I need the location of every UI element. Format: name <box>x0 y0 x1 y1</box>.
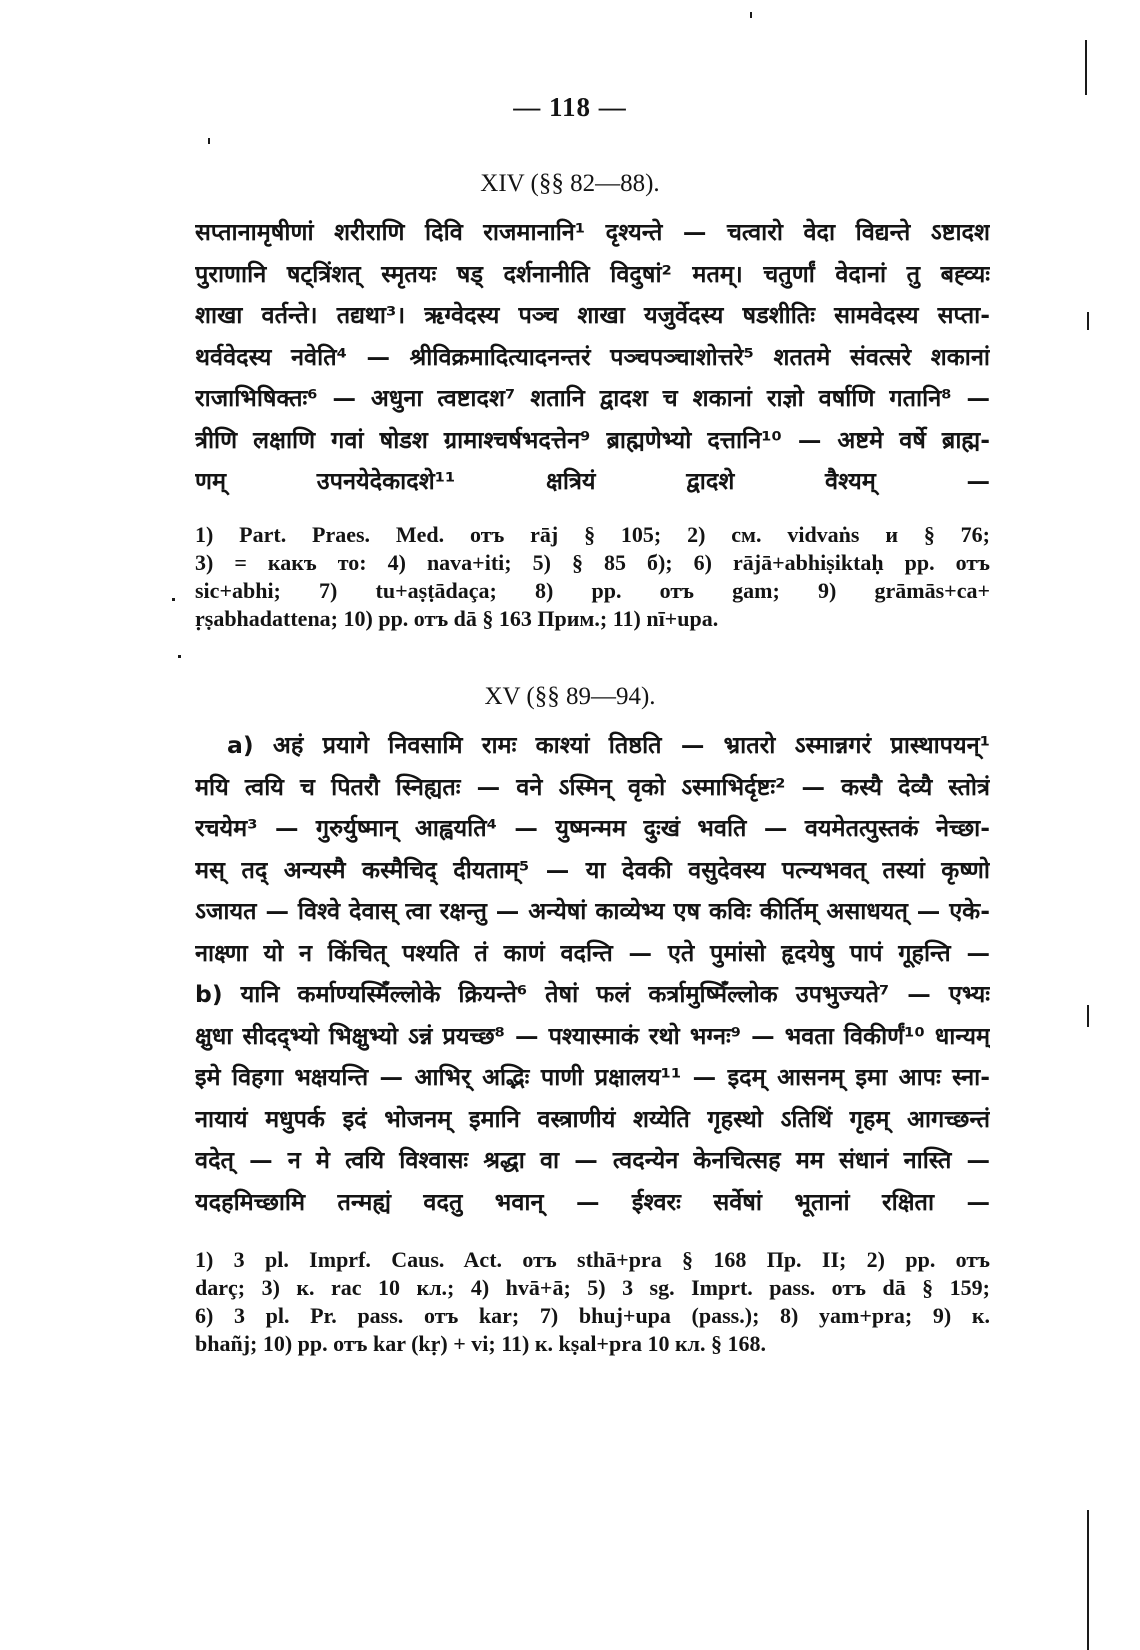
footnotes-xiv <box>195 521 990 633</box>
text-line: नायायं मधुपर्क इदं भोजनम् इमानि वस्त्राणीयं शय्येति गृहस्थो ऽतिथिं गृहम् आगच्छन्तं <box>195 1104 990 1133</box>
sanskrit-text-xiv <box>195 212 990 503</box>
text-line: b) यानि कर्माण्यस्मिँल्लोके क्रियन्ते⁶ तेषां फलं कर्त्रामुष्मिँल्लोक उपभुज्यते⁷ — एभ्यः <box>195 980 990 1008</box>
text-line: इमे विहगा भक्षयन्ति — आभिर् अद्भिः पाणी प्रक्षालय¹¹ — इदम् आसनम् इमा आपः स्ना- <box>195 1063 990 1091</box>
text-line: मयि त्वयि च पितरौ स्निह्यतः — वने ऽस्मिन् वृको ऽस्माभिर्दृष्टः² — कस्यै देव्यै स्तोत्रं <box>195 772 990 801</box>
text-line: सप्तानामृषीणां शरीराणि दिवि राजमानानि¹ दृश्यन्ते — चत्वारो वेदा विद्यन्ते ऽष्टादश <box>195 218 990 246</box>
text-line: रचयेम³ — गुरुर्युष्मान् आह्वयति⁴ — युष्मन्मम दुःखं भवति — वयमेतत्पुस्तकं नेच्छा- <box>195 814 990 842</box>
scan-dot <box>208 138 210 144</box>
scan-edge-mark <box>1087 312 1089 330</box>
scan-edge-mark <box>1085 40 1087 95</box>
footnotes-xv <box>195 1246 990 1358</box>
scan-dot <box>178 655 181 658</box>
text-line: त्रीणि लक्षाणि गवां षोडश ग्रामाश्चर्षभदत्तेन⁹ ब्राह्मणेभ्यो दत्तानि¹⁰ — अष्टमे वर्षे ब्राह्म- <box>195 425 990 454</box>
footnote-line: darç; 3) к. rac 10 кл.; 4) hvā+ā; 5) 3 sg. Imprt. pass. отъ dā § 159; <box>195 1275 990 1300</box>
text-line: थर्ववेदस्य नवेति⁴ — श्रीविक्रमादित्यादनन्तरं पञ्चपञ्चाशोत्तरे⁵ शततमे संवत्सरे शकानां <box>195 342 990 371</box>
text-line: राजाभिषिक्तः⁶ — अधुना त्वष्टादश⁷ शतानि द्वादश च शकानां राज्ञो वर्षाणि गतानि⁸ — <box>195 384 990 412</box>
text-line: क्षुधा सीदद्भ्यो भिक्षुभ्यो ऽन्नं प्रयच्छ⁸ — पश्यास्माकं रथो भग्नः⁹ — भवता विकीर्णं¹⁰ धान्यम् <box>195 1021 990 1050</box>
footnote-line: ṛṣabhadattena; 10) pp. отъ dā § 163 Прим.; 11) nī+upa. <box>195 606 719 631</box>
section-heading-xiv: XIV (§§ 82—88). <box>480 170 660 197</box>
scan-edge-mark <box>1087 1005 1089 1027</box>
text-line: मस् तद् अन्यस्मै कस्मैचिद् दीयताम्⁵ — या देवकी वसुदेवस्य पत्न्यभवत् तस्यां कृष्णो <box>195 855 990 884</box>
section-heading-xv: XV (§§ 89—94). <box>484 683 656 710</box>
footnote-line: 1) 3 pl. Imprf. Caus. Act. отъ sthā+pra § 168 Пр. II; 2) pp. отъ <box>195 1247 990 1272</box>
scan-dot <box>750 12 752 18</box>
text-line: वदेत् — न मे त्वयि विश्वासः श्रद्धा वा — त्वदन्येन केनचित्सह मम संधानं नास्ति — <box>195 1146 990 1174</box>
text-line: पुराणानि षट्त्रिंशत् स्मृतयः षड् दर्शनानीति विदुषां² मतम्। चतुर्णां वेदानां तु बह्व्यः <box>195 259 990 288</box>
text-line: ऽजायत — विश्वे देवास् त्वा रक्षन्तु — अन्येषां काव्येभ्य एष कविः कीर्तिम् असाधयत् — एके- <box>195 897 990 925</box>
text-line: णम् उपनयेदेकादशे¹¹ क्षत्रियं द्वादशे वैश्यम् — <box>195 467 990 495</box>
footnote-line: 6) 3 pl. Pr. pass. отъ kar; 7) bhuj+upa (pass.); 8) yam+pra; 9) к. <box>195 1303 990 1328</box>
text-line: शाखा वर्तन्ते। तद्यथा³। ऋग्वेदस्य पञ्च शाखा यजुर्वेदस्य षडशीतिः सामवेदस्य सप्ता- <box>195 301 990 329</box>
scan-edge-mark <box>1087 1510 1089 1650</box>
text-line: a) अहं प्रयागे निवसामि रामः काश्यां तिष्ठति — भ्रातरो ऽस्मान्नगरं प्रास्थापयन्¹ <box>227 731 990 759</box>
footnote-line: 3) = какъ то: 4) nava+iti; 5) § 85 б); 6) rājā+abhiṣiktaḥ pp. отъ <box>195 550 990 575</box>
page-number: — 118 — <box>513 92 627 122</box>
footnote-line: sic+abhi; 7) tu+aṣṭādaça; 8) pp. отъ gam; 9) grāmās+ca+ <box>195 578 990 603</box>
footnote-line: bhañj; 10) pp. отъ kar (kṛ) + vi; 11) к. kṣal+pra 10 кл. § 168. <box>195 1331 766 1356</box>
sanskrit-text-xv <box>195 725 990 1223</box>
text-line: नाक्ष्णा यो न किंचित् पश्यति तं काणं वदन्ति — एते पुमांसो हृदयेषु पापं गूहन्ति — <box>195 938 990 967</box>
footnote-line: 1) Part. Praes. Med. отъ rāj § 105; 2) см. vidvaṅs и § 76; <box>195 522 990 547</box>
scan-dot <box>172 598 175 601</box>
text-line: यदहमिच्छामि तन्मह्यं वदतु भवान् — ईश्वरः सर्वेषां भूतानां रक्षिता — <box>195 1187 990 1216</box>
